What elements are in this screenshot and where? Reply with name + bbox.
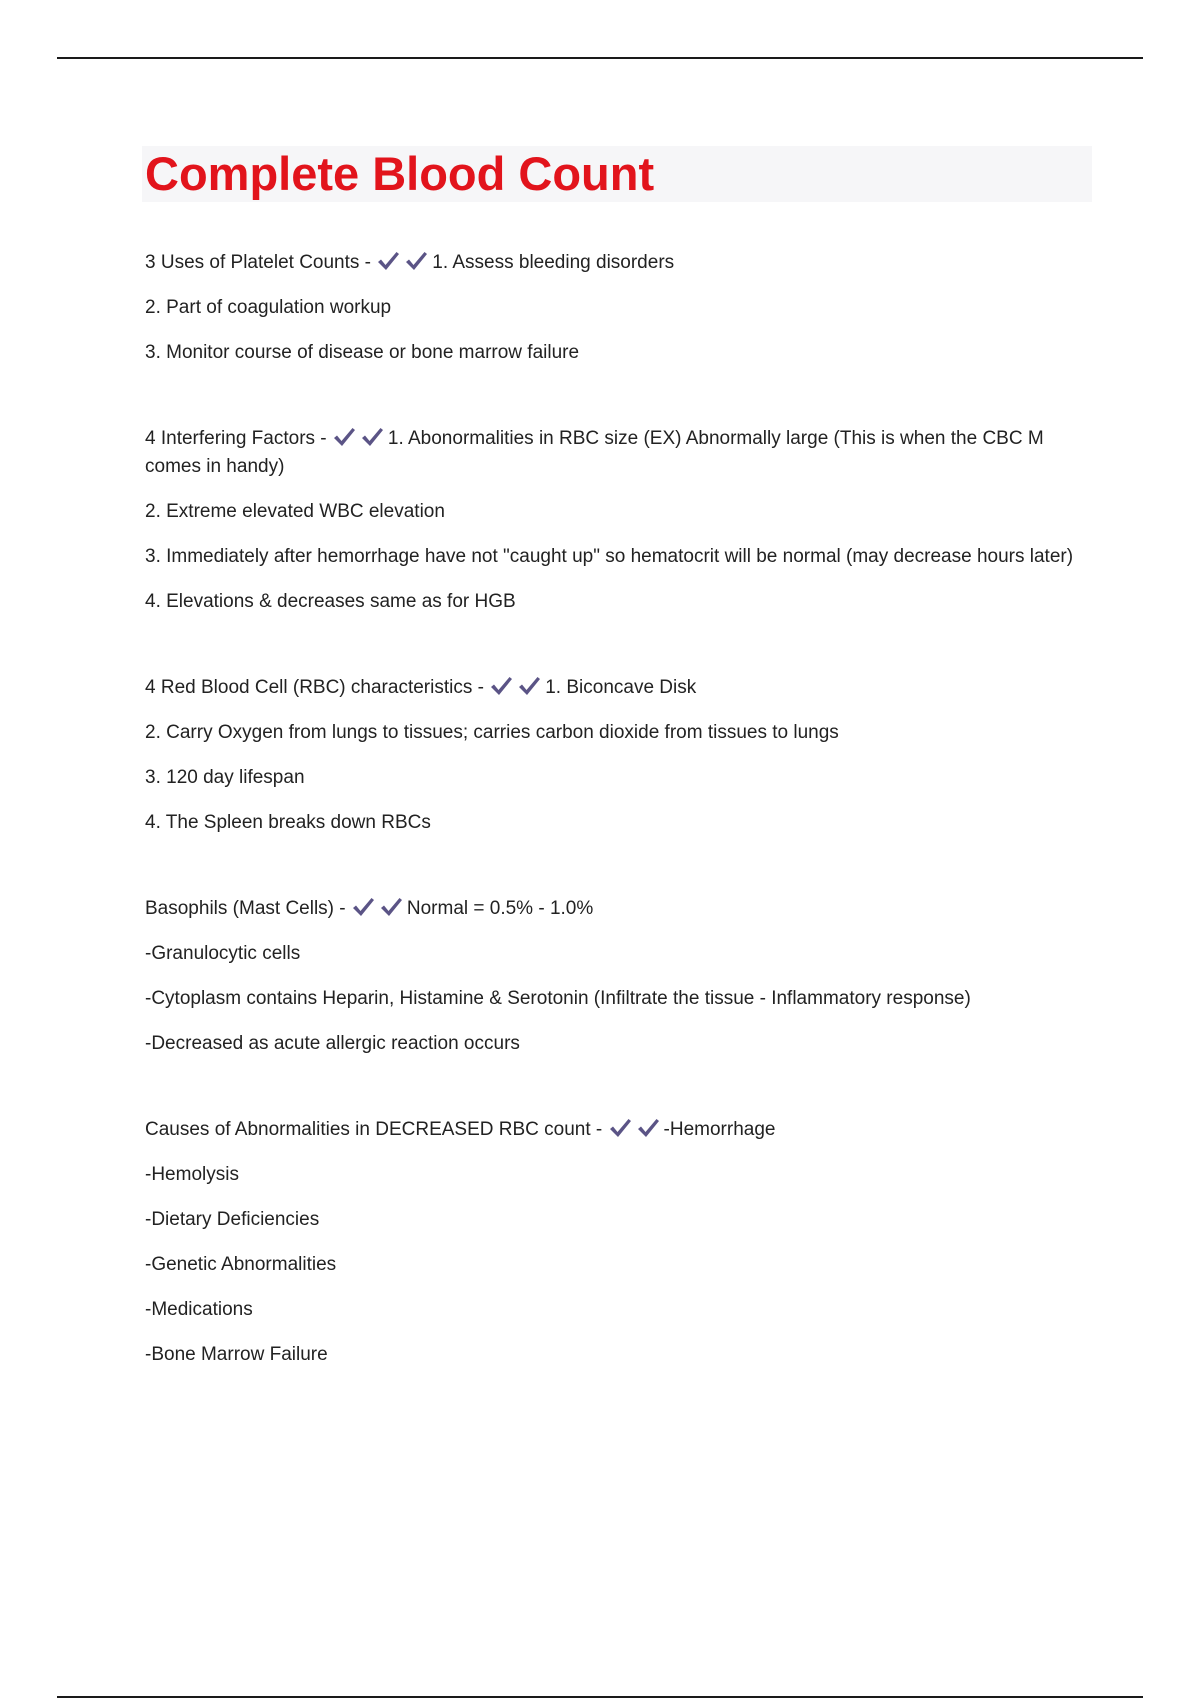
flashcard-answer-line: 2. Part of coagulation workup [145,297,392,318]
flashcard-answer: -Hemorrhage [663,1119,776,1140]
flashcard-answer-line: 2. Carry Oxygen from lungs to tissues; carries carbon dioxide from tissues to lungs [145,722,839,743]
flashcard-answer: 1. Abonormalities in RBC size (EX) Abnormally large (This is when the CBC M comes in handy) [145,428,1044,477]
flashcard-term-line [145,425,1095,481]
flashcard-answer-line: -Bone Marrow Failure [145,1344,328,1365]
checkmark-icon [332,426,356,448]
flashcard-answer: Normal = 0.5% - 1.0% [406,898,594,919]
flashcard-term-line [145,895,1095,923]
flashcard-term: Causes of Abnormalities in DECREASED RBC count [145,1119,591,1140]
flashcard-term: 4 Red Blood Cell (RBC) characteristics [145,677,473,698]
top-rule [57,57,1143,59]
flashcard-answer-line: 3. Monitor course of disease or bone marrow failure [145,342,580,363]
checkmark-icon [379,896,403,918]
flashcard-answer-line: -Granulocytic cells [145,943,301,964]
flashcard-answer: 1. Biconcave Disk [545,677,697,698]
bottom-rule [57,1696,1143,1698]
term-separator: - [472,677,490,698]
flashcard-answer-line: -Dietary Deficiencies [145,1209,320,1230]
flashcard-answer-line: 4. The Spleen breaks down RBCs [145,812,431,833]
flashcard-answer-line: -Genetic Abnormalities [145,1254,337,1275]
flashcard-term-line [145,1116,1095,1144]
flashcard-term: 4 Interfering Factors [145,428,316,449]
document-body [145,146,1095,1369]
flashcard-list [145,249,1095,1369]
term-separator: - [590,1119,608,1140]
checkmark-icon [376,250,400,272]
flashcard-term: Basophils (Mast Cells) [145,898,334,919]
flashcard-answer-line: 4. Elevations & decreases same as for HGB [145,591,516,612]
term-separator: - [334,898,351,919]
flashcard-answer-line: 2. Extreme elevated WBC elevation [145,501,445,522]
checkmark-icon [360,426,384,448]
flashcard-answer: 1. Assess bleeding disorders [432,252,675,273]
flashcard-term-line [145,674,1095,702]
flashcard-section [145,895,1095,1058]
page-title: Complete Blood Count [145,147,655,200]
flashcard-answer-line: 3. 120 day lifespan [145,767,305,788]
checkmark-icon [404,250,428,272]
term-separator: - [359,252,377,273]
checkmark-icon [517,675,541,697]
flashcard-answer-line: 3. Immediately after hemorrhage have not "caught up" so hematocrit will be normal (may decrease hours later) [145,546,1074,567]
flashcard-section [145,425,1095,616]
flashcard-answer-line: -Medications [145,1299,253,1320]
flashcard-term: 3 Uses of Platelet Counts [145,252,360,273]
flashcard-answer-line: -Decreased as acute allergic reaction occurs [145,1033,520,1054]
checkmark-icon [636,1117,660,1139]
checkmark-icon [489,675,513,697]
term-separator: - [315,428,332,449]
flashcard-answer-line: -Cytoplasm contains Heparin, Histamine & Serotonin (Infiltrate the tissue - Inflammatory response) [145,988,971,1009]
checkmark-icon [608,1117,632,1139]
flashcard-answer-line: -Hemolysis [145,1164,239,1185]
flashcard-section [145,249,1095,367]
flashcard-section [145,674,1095,837]
title-band [142,146,1092,202]
flashcard-term-line [145,249,1095,277]
flashcard-section [145,1116,1095,1369]
checkmark-icon [351,896,375,918]
